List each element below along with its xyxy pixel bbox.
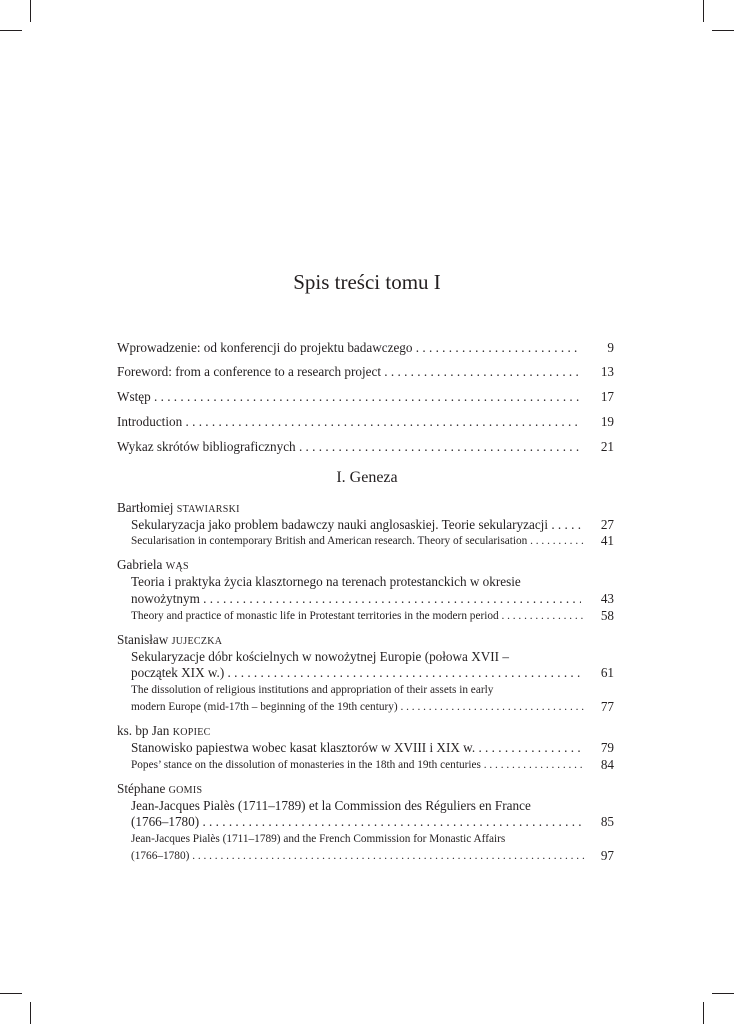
article-page: 97 [600, 848, 614, 863]
section-heading: I. Geneza [336, 469, 398, 486]
author-name: Bartłomiej STAWIARSKI [117, 500, 240, 515]
toc-entry-page: 13 [600, 364, 614, 379]
crop-mark-bottom-right-h [712, 993, 734, 994]
toc-article-translation[interactable] [131, 846, 614, 866]
article-title-en-line: Jean-Jacques Pialès (1711–1789) and the French Commission for Monastic Affairs [131, 833, 506, 845]
toc-entry-label: Foreword: from a conference to a research project . . . [117, 362, 581, 382]
crop-mark-top-left-h [0, 30, 22, 31]
toc-article-translation[interactable] [131, 606, 614, 626]
article-page: 41 [600, 533, 614, 548]
toc-article-translation[interactable] [131, 697, 614, 717]
toc-entry-label: Wstęp . . . [117, 387, 581, 407]
toc-entry[interactable] [117, 387, 614, 407]
article-title: (1766–1780) . . . [131, 812, 581, 832]
author-name: Stéphane GOMIS [117, 781, 203, 796]
toc-article-translation[interactable] [131, 531, 614, 551]
article-page: 77 [600, 699, 614, 714]
article-title-en: Popes’ stance on the dissolution of monasteries in the 18th and 19th centuries . . . [131, 755, 585, 775]
crop-mark-top-right-h [712, 30, 734, 31]
toc-entry-label: Wykaz skrótów bibliograficznych . . . [117, 437, 581, 457]
toc-entry-page: 9 [607, 340, 614, 355]
author-name: Stanisław JUJECZKA [117, 632, 223, 647]
author-name: ks. bp Jan KOPIEC [117, 723, 211, 738]
article-title-en: Theory and practice of monastic life in Protestant territories in the modern period . . . [131, 606, 585, 626]
article-title-en: Secularisation in contemporary British and American research. Theory of secularisation . . . [131, 531, 585, 551]
author-name: Gabriela WĄS [117, 557, 189, 572]
toc-entry-label: Wprowadzenie: od konferencji do projektu badawczego . . . [117, 338, 581, 358]
article-title: początek XIX w.) . . . [131, 663, 581, 683]
article-title: Stanowisko papiestwa wobec kasat klasztorów w XVIII i XIX w. . . . [131, 738, 581, 758]
article-title: nowożytnym . . . [131, 589, 581, 609]
crop-mark-top-right [703, 0, 704, 22]
article-title-en: modern Europe (mid-17th – beginning of the 19th century) . . . [131, 697, 585, 717]
article-title-en: (1766–1780) . . . [131, 846, 585, 866]
article-title-line: Jean-Jacques Pialès (1711–1789) et la Commission des Réguliers en France [131, 798, 531, 813]
crop-mark-bottom-left-h [0, 993, 22, 994]
article-page: 79 [600, 740, 614, 755]
toc-entry-page: 21 [600, 439, 614, 454]
article-title: Sekularyzacja jako problem badawczy nauki anglosaskiej. Teorie sekularyzacji . . . [131, 515, 581, 535]
article-title-en-line: The dissolution of religious institutions and appropriation of their assets in early [131, 684, 494, 696]
article-page: 84 [600, 757, 614, 772]
toc-entry[interactable] [117, 338, 614, 358]
page-title: Spis treści tomu I [293, 270, 441, 294]
toc-entry[interactable] [117, 437, 614, 457]
toc-entry-page: 19 [600, 414, 614, 429]
crop-mark-top-left [30, 0, 31, 22]
toc-entry[interactable] [117, 412, 614, 432]
toc-entry-page: 17 [600, 389, 614, 404]
article-title-line: Teoria i praktyka życia klasztornego na terenach protestanckich w okresie [131, 574, 521, 589]
toc-entry-label: Introduction . . . [117, 412, 581, 432]
article-page: 43 [600, 591, 614, 606]
crop-mark-bottom-right [703, 1002, 704, 1024]
article-page: 27 [600, 517, 614, 532]
article-page: 61 [600, 665, 614, 680]
toc-article-translation[interactable] [131, 755, 614, 775]
article-page: 85 [600, 814, 614, 829]
toc-entry[interactable] [117, 362, 614, 382]
article-title-line: Sekularyzacje dóbr kościelnych w nowożytnej Europie (połowa XVII – [131, 649, 509, 664]
article-page: 58 [600, 608, 614, 623]
crop-mark-bottom-left [30, 1002, 31, 1024]
